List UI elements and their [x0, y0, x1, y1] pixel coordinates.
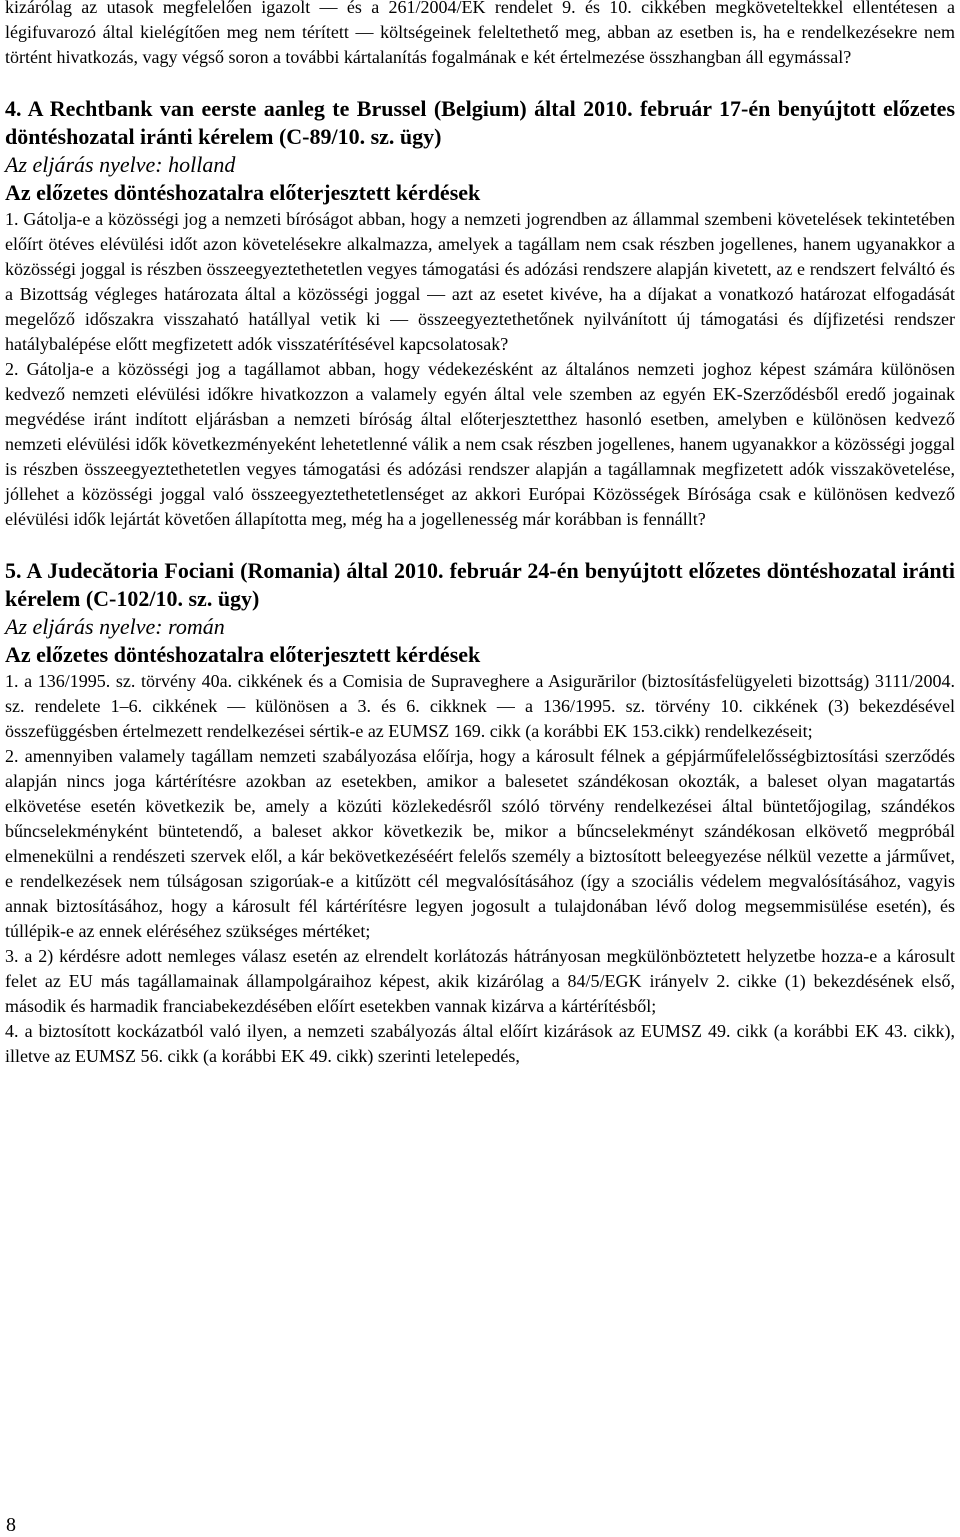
case-5-question-3: 3. a 2) kérdésre adott nemleges válasz esetén az elrendelt korlátozás hátrányosan megkülönböztetett helyzetbe hozza-e a károsult felet az EU más tagállamainak állampolgáraihoz képest, akik kizárólag a 84/5/EGK irányelv 2. cikke (1) bekezdésének első, második és harmadik franciabekezdésében előírt esetekben vannak kizárva a kártérítésből;: [5, 946, 955, 1016]
spacer: [5, 532, 955, 557]
case-5-language: Az eljárás nyelve: román: [5, 614, 225, 639]
spacer: [5, 70, 955, 95]
case-5-question-2: 2. amennyiben valamely tagállam nemzeti szabályozása előírja, hogy a károsult félnek a gépjárműfelelősségbiztosítási szerződés alapján nincs joga kártérítésre azokban az esetekben, amikor a balesetet szándékosan okozták, a baleset olyan magatartás elkövetése esetén következik be, amely a közúti közlekedésről szóló törvény rendelkezései által büntetőjogilag, szándékos bűncselekményként büntetendő, a baleset akkor következik be, mikor a bűncselekményt szándékosan elkövető megpróbál elmenekülni a rendészeti szervek elől, a kár bekövetkezéséért felelős személy a biztosított beleegyezése nélkül vezette a járművet, e rendelkezések nem túlságosan szigorúak-e a kitűzött cél megvalósításához (így a szociális védelem megvalósításához, vagyis annak biztosításához, hogy a károsult fél kártérítésre legyen jogosult a tulajdonában lévő dolog megsemmisülése esetén), és túllépik-e az ennek eléréséhez szükséges mértéket;: [5, 746, 955, 941]
case-4-questions-heading: Az előzetes döntéshozatalra előterjesztett kérdések: [5, 180, 481, 205]
case-5-section: [5, 557, 955, 1069]
case-4-title: 4. A Rechtbank van eerste aanleg te Brussel (Belgium) által 2010. február 17-én benyújtott előzetes döntéshozatal iránti kérelem (C-89/10. sz. ügy): [5, 96, 955, 149]
page-number: 8: [6, 1514, 16, 1536]
case-5-question-1: 1. a 136/1995. sz. törvény 40a. cikkének és a Comisia de Supraveghere a Asigurărilor (biztosításfelügyeleti bizottság) 3111/2004. sz. rendelete 1–6. cikkének ― különösen a 3. és 6. cikknek ― a 136/1995. sz. törvény 10. cikkének (3) bekezdésével összefüggésben értelmezett rendelkezései sértik-e az EUMSZ 169. cikk (a korábbi EK 153.cikk) rendelkezéseit;: [5, 671, 955, 741]
case-4-language: Az eljárás nyelve: holland: [5, 152, 236, 177]
case-5-questions-heading: Az előzetes döntéshozatalra előterjesztett kérdések: [5, 642, 481, 667]
case-4-section: [5, 95, 955, 532]
intro-paragraph: kizárólag az utasok megfelelően igazolt ― és a 261/2004/EK rendelet 9. és 10. cikkében megköveteltekkel ellentétesen a légifuvarozó által kielégítően meg nem térített ― költségeinek feleltethető meg, abban az esetben is, ha e rendelkezésekre nem történt hivatkozás, vagy végső soron a további kártalanítás fogalmának e két értelmezése összhangban áll egymással?: [5, 0, 955, 67]
case-5-title: 5. A Judecătoria Fociani (Romania) által 2010. február 24-én benyújtott előzetes döntéshozatal iránti kérelem (C-102/10. sz. ügy): [5, 558, 955, 611]
case-4-question-1: 1. Gátolja-e a közösségi jog a nemzeti bíróságot abban, hogy a nemzeti jogrendben az állammal szembeni követelések tekintetében előírt ötéves elévülési időt azon követelésekre alkalmazza, amelyek a tagállam nem csak részben jogellenes, hanem ugyanakkor a közösségi joggal is részben összeegyeztethetetlen vegyes támogatási és adózási rendszere alapján kivetett, az e rendszert felváltó és a Bizottság végleges határozata által a közösségi joggal ― azt az esetet kivéve, ha a díjakat a vonatkozó határozat elfogadását megelőző időszakra visszaható hatállyal vetik ki ― összeegyeztethetőnek nyilvánított új támogatási és díjfizetési rendszer hatálybalépése előtt megfizetett adók visszatérítésével kapcsolatosak?: [5, 209, 955, 354]
case-4-question-2: 2. Gátolja-e a közösségi jog a tagállamot abban, hogy védekezésként az általános nemzeti joghoz képest számára különösen kedvező nemzeti elévülési időkre hivatkozzon a valamely egyén által vele szemben az egyén EK-Szerződésből eredő jogainak megvédése iránt indított eljárásban a nemzeti bíróság által előterjesztetthez hasonló esetben, amelyben e különösen kedvező nemzeti elévülési idők következményeként lehetetlenné válik a nem csak részben jogellenes, hanem ugyanakkor a közösségi joggal is részben összeegyeztethetetlen vegyes támogatási és adózási rendszer alapján a tagállamnak megfizetett adók visszakövetelése, jóllehet a közösségi joggal való összeegyeztethetetlenséget az akkori Európai Közösségek Bírósága csak e különösen kedvező elévülési idők lejártát követően állapította meg, még ha a jogellenesség már korábban is fennállt?: [5, 359, 955, 529]
case-5-question-4: 4. a biztosított kockázatból való ilyen, a nemzeti szabályozás által előírt kizárások az EUMSZ 49. cikk (a korábbi EK 43. cikk), illetve az EUMSZ 56. cikk (a korábbi EK 49. cikk) szerinti letelepedés,: [5, 1021, 955, 1066]
document-page: [5, 0, 955, 1069]
